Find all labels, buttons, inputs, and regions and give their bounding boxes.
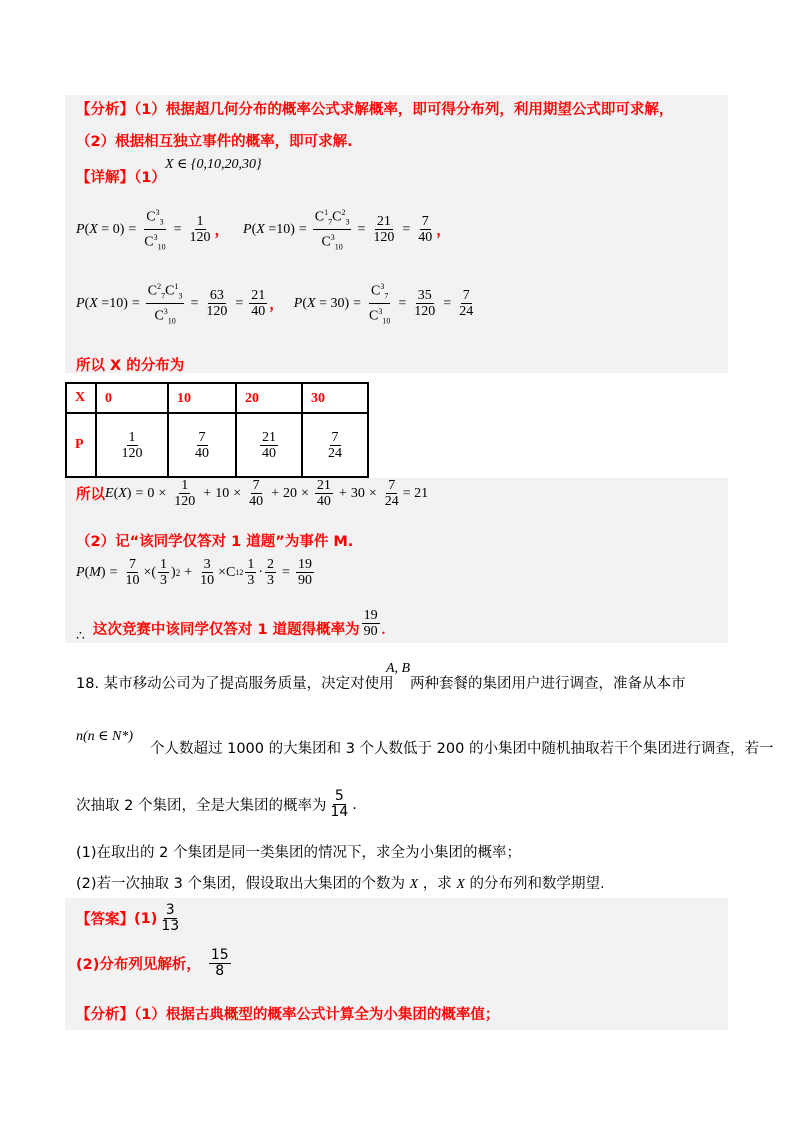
table-prob-3: $\frac{7}{24}$	[302, 413, 368, 477]
table-value-10: 10	[168, 383, 236, 413]
n-expression: n(n ∈ N*)	[76, 729, 134, 744]
distribution-intro: 所以 X 的分布为	[76, 358, 185, 374]
answer-1: 【答案】 (1) $\frac{3}{13}$	[76, 902, 180, 934]
question-18-line-3: 次抽取 2 个集团，全是大集团的概率为 $\frac{5}{14}$ .	[76, 788, 357, 820]
analysis-line-1: 【分析】（1）根据超几何分布的概率公式求解概率，即可得分布列，利用期望公式即可求解，	[76, 102, 674, 118]
table-header-p: P	[66, 413, 96, 477]
table-value-20: 20	[236, 383, 302, 413]
conclusion-line: ∴ 这次竞赛中该同学仅答对 1 道题得概率为 $\frac{19}{90}$ .	[76, 608, 386, 644]
set-expression: X ∈ {0,10,20,30}	[165, 157, 262, 172]
question-18-line-1b: 两种套餐的集团用户进行调查，准备从本市	[410, 676, 686, 692]
table-header-x: X	[66, 383, 96, 413]
analysis-line-2: （2）根据相互独立事件的概率，即可求解.	[76, 134, 353, 150]
event-probability-formula: P ( M ) = $\frac{7}{10}$ ×( $\frac{1}{3}$ ) 2 + $\frac{3}{10}$ ×C 1 2 $\frac{1}{3}$ · $\frac{2}{3}$ = $\frac{19}{90}$	[76, 557, 312, 588]
analysis-2: 【分析】（1）根据古典概型的概率公式计算全为小集团的概率值；	[76, 1007, 500, 1023]
table-value-0: 0	[96, 383, 168, 413]
question-18-sub-1: (1)在取出的 2 个集团是同一类集团的情况下，求全为小集团的概率；	[76, 845, 521, 861]
expectation-formula: 所以 E ( X ) = 0 × $\frac{1}{120}$ + 10 × $\frac{7}{40}$ + 20 × $\frac{21}{40}$ + 30 × $\frac{7}{24}$ = 21	[76, 478, 429, 509]
table-prob-1: $\frac{7}{40}$	[168, 413, 236, 477]
distribution-table	[65, 382, 369, 478]
question-18-line-1: 18. 某市移动公司为了提高服务质量，决定对使用	[76, 676, 394, 692]
table-prob-2: $\frac{21}{40}$	[236, 413, 302, 477]
table-value-30: 30	[302, 383, 368, 413]
table-prob-0: $\frac{1}{120}$	[96, 413, 168, 477]
answer-2: (2)分布列见解析， $\frac{15}{8}$	[76, 947, 229, 979]
part2-statement: （2）记“该同学仅答对 1 道题”为事件 M.	[76, 534, 354, 550]
set-ab: A, B	[386, 661, 411, 676]
question-18-line-2: 个人数超过 1000 的大集团和 3 个人数低于 200 的小集团中随机抽取若干个集团进行调查，若一	[150, 741, 774, 757]
detail-heading: 【详解】（1）	[76, 170, 166, 186]
probability-formula-2: P ( X =10) = $\frac{C^2_7C^1_3}{C^3_{10}}$ = $\frac{63}{120}$ = $\frac{21}{40}$ ， P ( X = 30) = $\frac{C^3_7}{C^3_{10}}$ = $\frac{35}{120}$ = $\frac{7}{24}$	[76, 279, 477, 329]
probability-formula-1: P ( X = 0) = $\frac{C^3_3}{C^3_{10}}$ = $\frac{1}{120}$ ， P ( X =10) = $\frac{C^1_7C^2_3}{C^3_{10}}$ = $\frac{21}{120}$ = $\frac{7}{40}$ ，	[76, 205, 451, 255]
question-18-sub-2: (2)若一次抽取 3 个集团，假设取出大集团的个数为 X ，求 X 的分布列和数学期望.	[76, 876, 605, 892]
